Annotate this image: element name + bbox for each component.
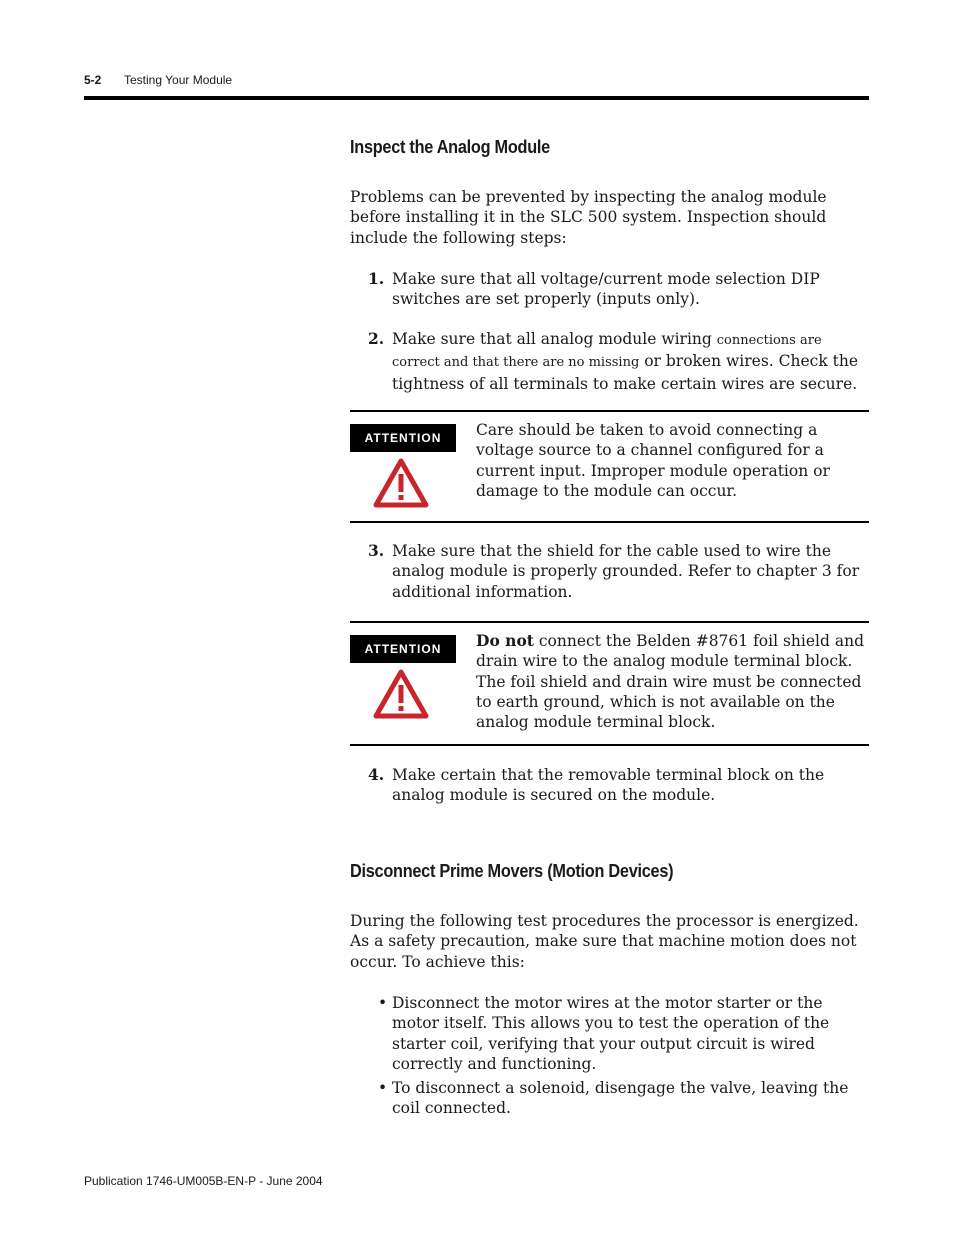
step-text bbox=[392, 329, 869, 394]
warning-triangle-icon bbox=[373, 458, 429, 508]
attention-box-2 bbox=[350, 621, 869, 748]
section-heading-disconnect: Disconnect Prime Movers (Motion Devices) bbox=[350, 860, 674, 881]
step-text: Make sure that all voltage/current mode selection DIP switches are set properly (inputs only). bbox=[392, 270, 820, 309]
publication-footer: Publication 1746-UM005B-EN-P - June 2004 bbox=[84, 1174, 323, 1188]
attention-text bbox=[476, 631, 869, 732]
bullet-glyph: • bbox=[378, 1079, 388, 1097]
step-number: 3. bbox=[368, 541, 385, 560]
step-number: 2. bbox=[368, 329, 385, 348]
section-heading-inspect: Inspect the Analog Module bbox=[350, 136, 550, 157]
bullet-text: Disconnect the motor wires at the motor starter or the motor itself. This allows you to test the operation of the starter coil, verifying that your output circuit is wired correctly and functioning. bbox=[392, 994, 830, 1073]
attention-bottom-rule bbox=[350, 744, 869, 746]
step-text-part: Make sure that all analog module wiring bbox=[392, 330, 717, 348]
step-4 bbox=[368, 765, 869, 806]
attention-emphasis: Do not bbox=[476, 631, 534, 650]
step-1 bbox=[368, 269, 869, 310]
chapter-title: Testing Your Module bbox=[124, 73, 233, 87]
attention-text: Care should be taken to avoid connecting a voltage source to a channel configured for a current input. Improper module operation or damage to the module can occur. bbox=[476, 421, 830, 500]
attention-badge: ATTENTION bbox=[350, 424, 456, 452]
bullet-text: To disconnect a solenoid, disengage the valve, leaving the coil connected. bbox=[392, 1079, 849, 1118]
attention-box-1 bbox=[350, 410, 869, 524]
attention-bottom-rule bbox=[350, 521, 869, 523]
attention-badge: ATTENTION bbox=[350, 635, 456, 663]
step-text: Make sure that the shield for the cable used to wire the analog module is properly grounded. Refer to chapter 3 for additional information. bbox=[392, 542, 860, 601]
attention-text-rest: connect the Belden #8761 foil shield and drain wire to the analog module terminal block. The foil shield and drain wire must be connected to earth ground, which is not available on the analog module terminal block. bbox=[476, 632, 864, 732]
attention-top-rule bbox=[350, 410, 869, 412]
header-rule bbox=[84, 96, 869, 100]
warning-triangle-icon bbox=[373, 669, 429, 719]
step-number: 1. bbox=[368, 269, 385, 288]
step-number: 4. bbox=[368, 765, 385, 784]
bullet-item bbox=[378, 993, 869, 1074]
bullet-glyph: • bbox=[378, 994, 388, 1012]
section-intro-disconnect: During the following test procedures the processor is energized. As a safety precaution, make sure that machine motion does not occur. To achieve this: bbox=[350, 912, 859, 971]
running-header bbox=[84, 73, 233, 87]
step-text-part-small: connections are correct and that there are no missing bbox=[392, 333, 822, 371]
step-2 bbox=[368, 329, 869, 394]
page-number: 5-2 bbox=[84, 73, 102, 87]
step-text: Make certain that the removable terminal block on the analog module is secured on the module. bbox=[392, 766, 825, 805]
bullet-item bbox=[378, 1078, 869, 1119]
step-3 bbox=[368, 541, 869, 602]
step-text-part: or broken wires. Check the tightness of all terminals to make certain wires are secure. bbox=[392, 352, 859, 393]
attention-top-rule bbox=[350, 621, 869, 623]
section-intro-inspect: Problems can be prevented by inspecting the analog module before installing it in the SLC 500 system. Inspection should include the following steps: bbox=[350, 188, 827, 247]
